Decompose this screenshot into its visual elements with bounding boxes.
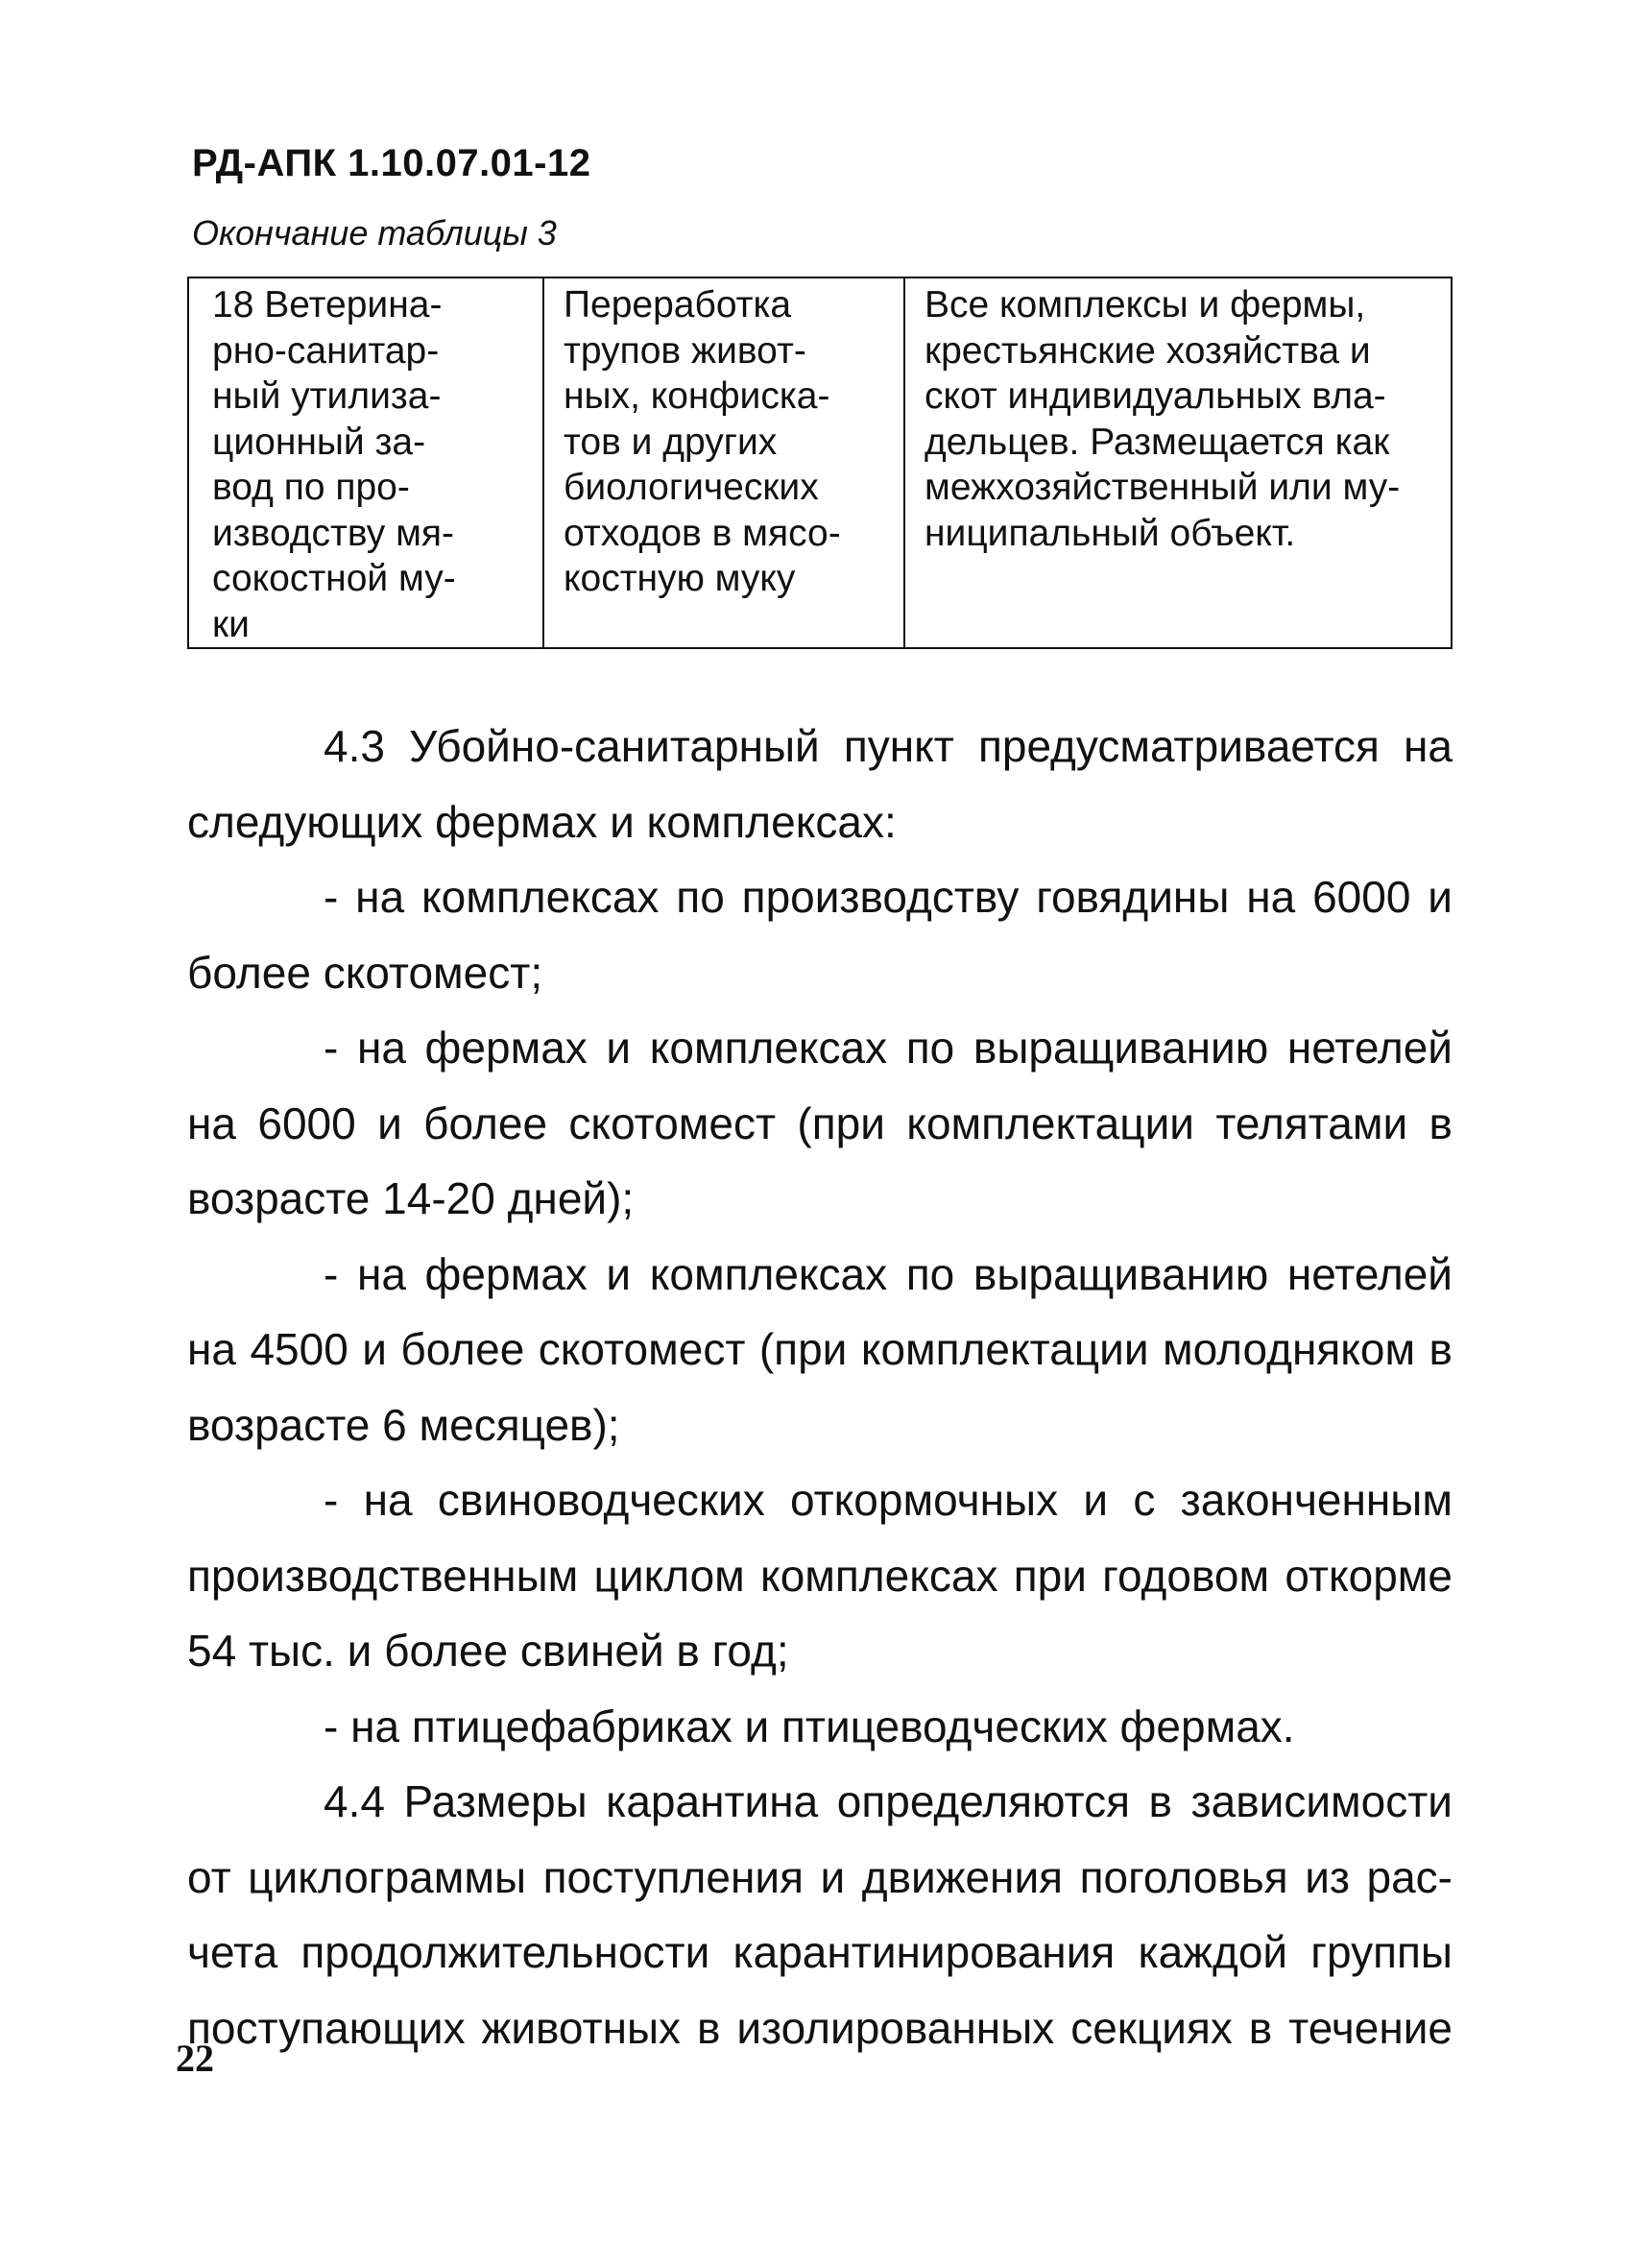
cell-line: Все комплексы и фермы, (925, 284, 1366, 326)
list-item (187, 859, 1453, 1010)
table-caption: Окончание таблицы 3 (192, 213, 557, 253)
text-line: - на свиноводческих откормочных и с законченным (324, 1475, 1453, 1525)
cell-line: межхозяйственный или му- (925, 467, 1401, 508)
document-code: РД-АПК 1.10.07.01-12 (192, 142, 591, 184)
text-line: следующих фермах и комплексах: (187, 796, 897, 847)
cell-line: сокостной му- (212, 558, 456, 599)
cell-line: тов и других (564, 421, 778, 463)
paragraph-4-3 (187, 709, 1453, 859)
text-line: - на фермах и комплексах по выращиванию нетелей (324, 1023, 1453, 1073)
cell-line: ционный за- (212, 421, 426, 463)
cell-line: отходов в мясо- (564, 512, 841, 554)
list-item (187, 1689, 1453, 1765)
text-line: 54 тыс. и более свиней в год; (187, 1626, 789, 1676)
cell-line: изводству мя- (212, 512, 455, 554)
text-line: более скотомест; (187, 947, 543, 998)
cell-line: дельцев. Размещается как (925, 421, 1390, 463)
paragraph-4-4 (187, 1764, 1453, 2065)
text-line: - на птицефабриках и птицеводческих фермах. (324, 1701, 1295, 1751)
table-cell-object (188, 277, 543, 648)
text-line: возрасте 6 месяцев); (187, 1399, 620, 1450)
cell-line: рно-санитар- (212, 329, 440, 372)
cell-line: ный утилиза- (212, 375, 442, 417)
text-line: от циклограммы поступления и движения поголовья из рас- (187, 1851, 1453, 1902)
text-line: на 6000 и более скотомест (при комплектации телятами в (187, 1098, 1453, 1148)
cell-line: костную муку (564, 558, 796, 599)
table-cell-purpose (543, 277, 904, 648)
table-row (188, 277, 1452, 648)
continuation-table (187, 277, 1453, 649)
text-line: - на фермах и комплексах по выращиванию нетелей (324, 1248, 1453, 1299)
page-number: 22 (176, 2037, 214, 2080)
list-item (187, 1010, 1453, 1237)
text-line: 4.4 Размеры карантина определяются в зависимости (324, 1776, 1453, 1826)
list-item (187, 1462, 1453, 1689)
cell-line: 18 Ветерина- (212, 284, 443, 326)
body-text (187, 709, 1453, 2065)
cell-line: Переработка (564, 284, 792, 326)
text-line: возрасте 14-20 дней); (187, 1173, 635, 1223)
text-line: поступающих животных в изолированных секциях в течение (187, 2002, 1453, 2053)
cell-line: ниципальный объект. (925, 512, 1296, 554)
cell-line: крестьянские хозяйства и (925, 329, 1371, 372)
text-line: - на комплексах по производству говядины на 6000 и (324, 872, 1453, 922)
cell-line: биологических (564, 467, 819, 508)
text-line: чета продолжительности карантинирования каждой группы (187, 1927, 1453, 1977)
cell-line: скот индивидуальных вла- (925, 375, 1386, 417)
text-line: производственным циклом комплексах при годовом откорме (187, 1550, 1453, 1601)
cell-line: вод по про- (212, 467, 410, 508)
text-line: на 4500 и более скотомест (при комплектации молодняком в (187, 1324, 1453, 1374)
cell-line: трупов живот- (564, 329, 806, 372)
list-item (187, 1237, 1453, 1463)
cell-line: ных, конфиска- (564, 375, 830, 417)
table-cell-scope (904, 277, 1452, 648)
cell-line: ки (212, 603, 250, 645)
text-line: 4.3 Убойно-санитарный пункт предусматривается на (324, 721, 1453, 771)
